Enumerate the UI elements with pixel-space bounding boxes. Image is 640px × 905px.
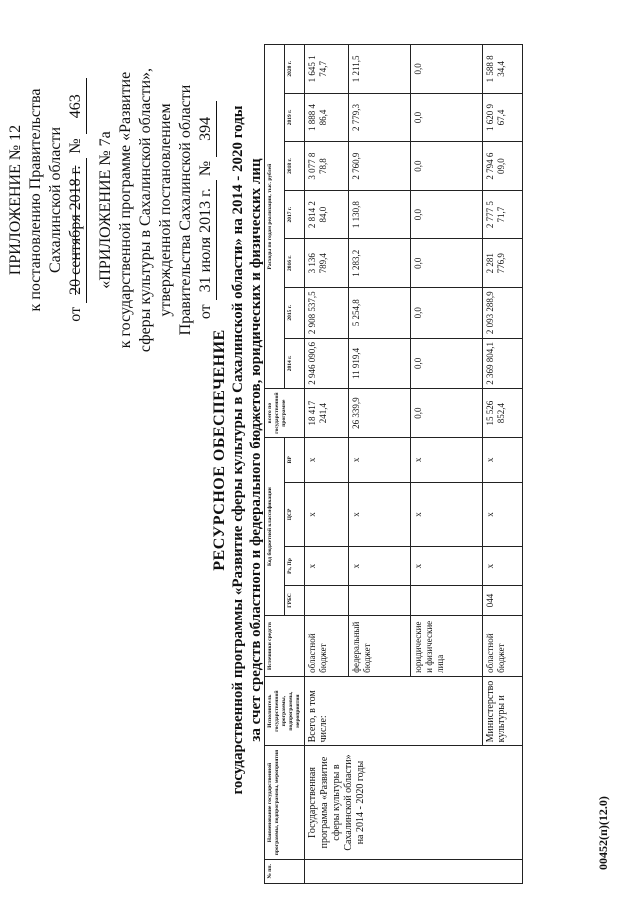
appendix-7a-block [96, 40, 217, 380]
y2018-cell: 3 077 8 78,8 [305, 142, 349, 191]
appendix-7a-line1: к государственной программе «Развитие [117, 71, 134, 349]
source-cell: федеральный бюджет [349, 616, 411, 677]
col-budget-class: Код бюджетной классификации [265, 438, 285, 616]
y2018-cell: 2 760,9 [349, 142, 411, 191]
y2015-cell: 2 093 288,9 [483, 288, 523, 339]
vr-cell: x [483, 438, 523, 483]
appendix-12-line1: к постановлению Правительства [27, 88, 44, 312]
y2020-cell: 1 211,5 [349, 45, 411, 94]
resource-table [264, 44, 523, 884]
col-2016: 2016 г. [285, 239, 305, 288]
rz-cell: x [411, 547, 483, 585]
heading-line1: РЕСУРСНОЕ ОБЕСПЕЧЕНИЕ [211, 329, 228, 571]
appendix-7a-number: 394 [196, 101, 217, 157]
appendix-12-line2: Сахалинской области [47, 126, 64, 274]
y2020-cell: 1 588 8 34,4 [483, 45, 523, 94]
document-heading [211, 0, 265, 900]
y2019-cell: 0,0 [411, 93, 483, 142]
num-prefix: № [197, 160, 214, 177]
appendix-7a-line3: утвержденной постановлением [157, 103, 174, 317]
col-2017: 2017 г. [285, 190, 305, 239]
rz-cell: x [305, 547, 349, 585]
grbs-cell: 044 [483, 585, 523, 615]
csr-cell: x [305, 482, 349, 547]
col-2014: 2014 г. [285, 338, 305, 389]
heading-line3: за счет средств областного и федерального бюджетов, юридических и физических лиц [248, 158, 264, 742]
vr-cell: x [411, 438, 483, 483]
document-code: 00452(п)(12.0) [596, 796, 610, 870]
y2019-cell: 1 888 4 86,4 [305, 93, 349, 142]
y2019-cell: 2 779,3 [349, 93, 411, 142]
col-name: Наименование государственной программы, подпрограммы, мероприятия [265, 746, 305, 859]
y2016-cell: 2 281 776,9 [483, 239, 523, 288]
col-2018: 2018 г. [285, 142, 305, 191]
grbs-cell [349, 585, 411, 615]
y2016-cell: 3 136 789,4 [305, 239, 349, 288]
y2014-cell: 11 919,4 [349, 338, 411, 389]
y2018-cell: 2 794 6 09,0 [483, 142, 523, 191]
y2017-cell: 1 130,8 [349, 190, 411, 239]
program-name-cell: Государственная программа «Развитие сферы культуры в Сахалинской области» на 2014 - 2020 годы [305, 746, 523, 859]
col-csr: ЦСР [285, 482, 305, 547]
grbs-cell [411, 585, 483, 615]
appendix-7a-date: 31 июля 2013 г. [196, 180, 217, 300]
from-prefix: от [197, 304, 214, 320]
y2020-cell: 0,0 [411, 45, 483, 94]
source-cell: областной бюджет [483, 616, 523, 677]
source-cell: областной бюджет [305, 616, 349, 677]
appendix-7a-title: «ПРИЛОЖЕНИЕ № 7а [97, 131, 114, 289]
col-grbs: ГРБС [285, 585, 305, 615]
csr-cell: x [483, 482, 523, 547]
col-num: № пп. [265, 859, 305, 883]
y2019-cell: 1 620 9 67,4 [483, 93, 523, 142]
table-row [305, 45, 349, 884]
vr-cell: x [305, 438, 349, 483]
total-cell: 15 526 852,4 [483, 389, 523, 438]
source-cell: юридические и физические лица [411, 616, 483, 677]
col-total: всего по государственной программе [265, 389, 305, 438]
y2016-cell: 1 283,2 [349, 239, 411, 288]
from-prefix: от [67, 306, 84, 322]
y2018-cell: 0,0 [411, 142, 483, 191]
rotated-document-page [6, 0, 626, 900]
col-source: Источники средств [265, 616, 305, 677]
table-header-row [265, 45, 285, 884]
col-executor: Исполнитель государственной программы, подпрограммы, мероприятия [265, 676, 305, 745]
col-2019: 2019 г. [285, 93, 305, 142]
appendix-12-number: 463 [66, 78, 87, 134]
executor-total-cell: Всего, в том числе: [305, 676, 483, 745]
col-vr: ВР [285, 438, 305, 483]
heading-line2: государственной программы «Развитие сферы культуры в Сахалинской области» на 2014 - 2020 годы [230, 105, 246, 795]
y2015-cell: 2 908 537,5 [305, 288, 349, 339]
y2017-cell: 0,0 [411, 190, 483, 239]
appendix-12-date: 20 сентября 2018 г. [66, 158, 87, 303]
col-2015: 2015 г. [285, 288, 305, 339]
y2020-cell: 1 645 1 74,7 [305, 45, 349, 94]
total-cell: 26 339,9 [349, 389, 411, 438]
col-expenses: Расходы по годам реализации, тыс. рублей [265, 45, 285, 389]
appendix-12-title: ПРИЛОЖЕНИЕ № 12 [7, 124, 24, 276]
rz-cell: x [349, 547, 411, 585]
y2017-cell: 2 777 5 71,7 [483, 190, 523, 239]
y2014-cell: 0,0 [411, 338, 483, 389]
executor-ministry-cell: Министерство культуры и [483, 676, 523, 745]
total-cell: 0,0 [411, 389, 483, 438]
csr-cell: x [411, 482, 483, 547]
rz-cell: x [483, 547, 523, 585]
num-prefix: № [67, 138, 84, 154]
y2015-cell: 5 254,8 [349, 288, 411, 339]
grbs-cell [305, 585, 349, 615]
vr-cell: x [349, 438, 411, 483]
total-cell: 18 417 241,4 [305, 389, 349, 438]
col-2020: 2020 г. [285, 45, 305, 94]
y2016-cell: 0,0 [411, 239, 483, 288]
appendix-12-date-line [66, 40, 87, 360]
appendix-7a-line2: сферы культуры в Сахалинской области», [137, 67, 154, 353]
y2015-cell: 0,0 [411, 288, 483, 339]
y2014-cell: 2 946 090,6 [305, 338, 349, 389]
csr-cell: x [349, 482, 411, 547]
col-rz: Рз, Пр [285, 547, 305, 585]
appendix-7a-line4: Правительства Сахалинской области [177, 84, 194, 336]
y2014-cell: 2 369 804,1 [483, 338, 523, 389]
y2017-cell: 2 814 2 84,0 [305, 190, 349, 239]
row-number-cell [305, 859, 523, 883]
appendix-12-block [6, 40, 87, 360]
